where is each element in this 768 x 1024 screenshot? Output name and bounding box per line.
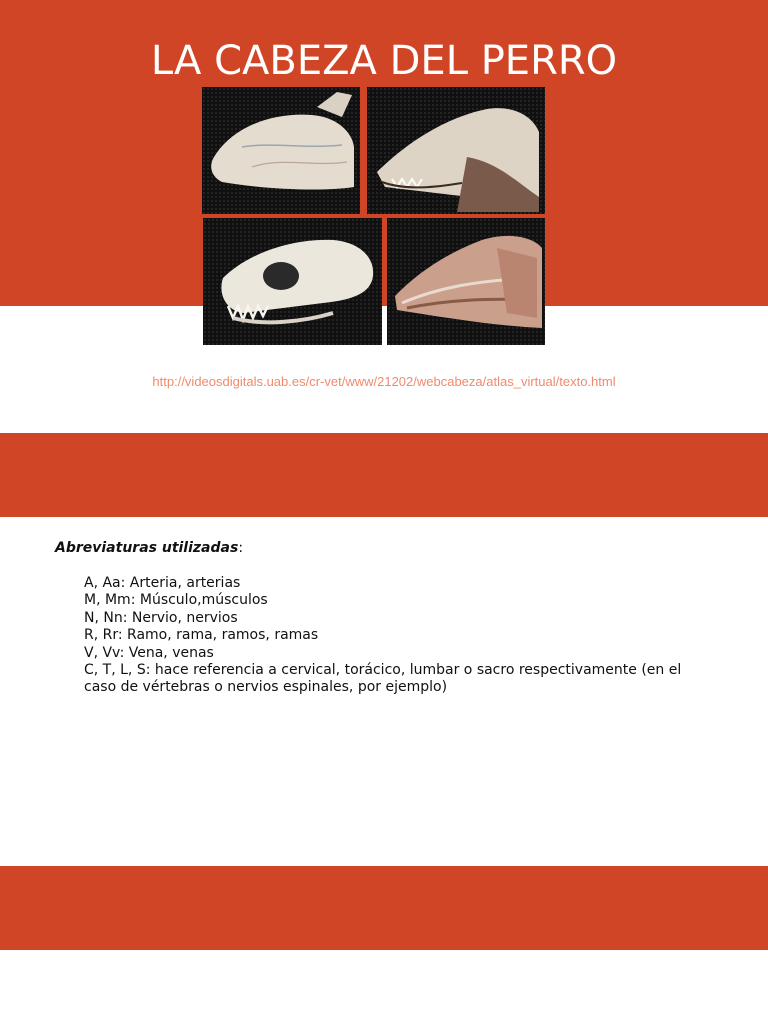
abbreviations-heading-text: Abreviaturas utilizadas bbox=[55, 540, 239, 556]
dog-skull-photo bbox=[203, 218, 382, 345]
abbreviation-item: C, T, L, S: hace referencia a cervical, torácico, lumbar o sacro respectivamente (en el caso de vértebras o nervios espinales, por ejemplo) bbox=[84, 662, 682, 696]
abbreviation-item: A, Aa: Arteria, arterias bbox=[84, 575, 241, 591]
abbreviation-item: V, Vv: Vena, venas bbox=[84, 644, 214, 661]
slide-footer-band bbox=[0, 866, 768, 950]
abbreviation-item: M, Mm: Músculo,músculos bbox=[84, 592, 268, 609]
abbreviations-heading bbox=[55, 540, 243, 556]
slide-divider-band bbox=[0, 433, 768, 517]
abbreviation-item: N, Nn: Nervio, nervios bbox=[84, 609, 238, 626]
dissected-dog-head-sagittal-photo bbox=[367, 87, 545, 214]
slide-title: LA CABEZA DEL PERRO bbox=[150, 38, 618, 84]
abbreviations-list bbox=[84, 575, 714, 697]
source-url-link[interactable]: http://videosdigitals.uab.es/cr-vet/www/21202/webcabeza/atlas_virtual/texto.html bbox=[152, 374, 616, 389]
dissected-dog-head-lateral-photo bbox=[202, 87, 360, 214]
abbreviations-heading-colon: : bbox=[238, 540, 244, 556]
dog-head-median-section-photo bbox=[387, 218, 545, 345]
abbreviation-item: R, Rr: Ramo, rama, ramos, ramas bbox=[84, 627, 319, 644]
